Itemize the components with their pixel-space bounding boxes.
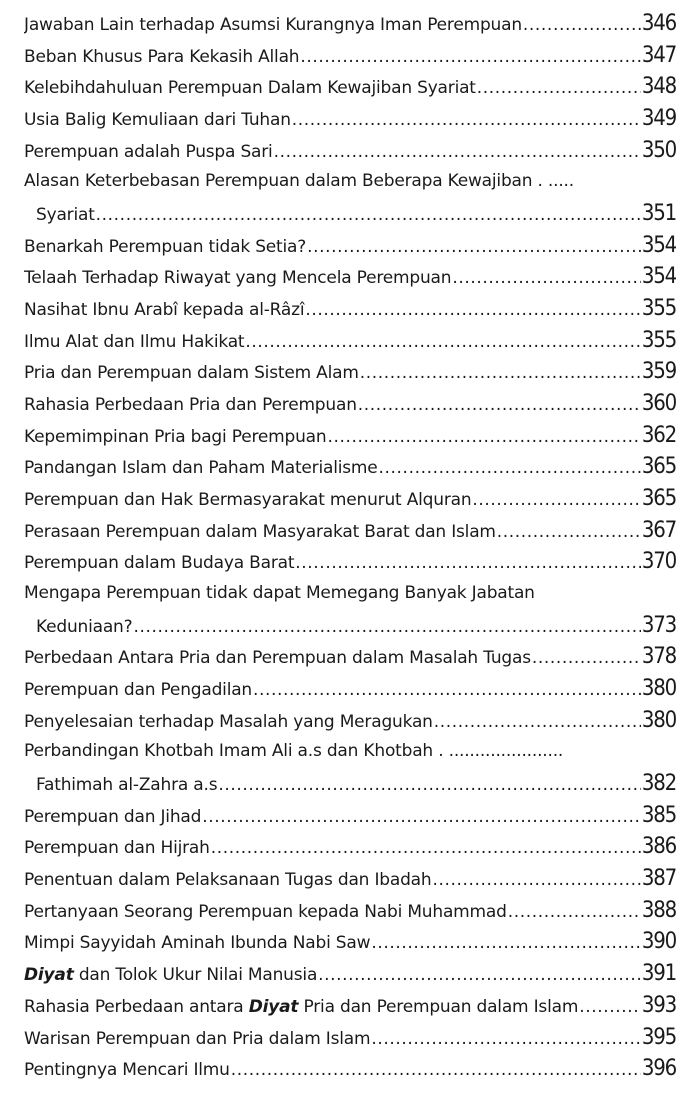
toc-entry-page: 373 <box>641 612 676 638</box>
toc-entry-title-continued: Fathimah al-Zahra a.s <box>36 775 218 796</box>
dot-leader <box>218 770 640 800</box>
toc-entry <box>24 641 676 673</box>
toc-entry-title: Perempuan dan Pengadilan <box>24 680 253 701</box>
toc-entry-title: Perempuan dan Hijrah <box>24 838 210 859</box>
dot-leader <box>508 897 641 927</box>
toc-entry-page: 395 <box>641 1024 676 1050</box>
toc-entry-title: Pertanyaan Seorang Perempuan kepada Nabi Muhammad <box>24 901 507 922</box>
toc-entry-first-line <box>24 578 676 610</box>
toc-entry-page: 359 <box>641 359 676 385</box>
dot-leader <box>318 960 641 990</box>
toc-entry-title-wrap <box>24 992 578 1022</box>
dot-leader <box>371 928 641 958</box>
toc-entry-first-line <box>24 166 676 198</box>
toc-entry-title: Pentingnya Mencari Ilmu <box>24 1060 230 1081</box>
dot-leader <box>202 802 641 832</box>
toc-entry-page: 350 <box>641 137 676 163</box>
toc-entry-page: 351 <box>641 201 676 227</box>
toc-entry-page: 388 <box>641 897 676 923</box>
toc-entry-title: Perempuan adalah Puspa Sari <box>24 141 273 162</box>
toc-entry-title: Pandangan Islam dan Paham Materialisme <box>24 458 378 479</box>
toc-entry <box>24 1022 676 1054</box>
dot-leader <box>358 390 641 420</box>
toc-entry-title: Ilmu Alat dan Ilmu Hakikat <box>24 331 245 352</box>
toc-entry-page: 382 <box>641 771 676 797</box>
toc-entry <box>24 8 676 40</box>
toc-entry <box>24 863 676 895</box>
toc-entry-title-emphasis: Diyat <box>248 996 299 1017</box>
dot-leader <box>96 200 641 230</box>
toc-entry <box>24 103 676 135</box>
toc-entry-page: 360 <box>641 391 676 417</box>
toc-entry <box>24 325 676 357</box>
toc-entry-page: 365 <box>641 486 676 512</box>
toc-entry-page: 354 <box>641 232 676 258</box>
toc-entry-title: Penyelesaian terhadap Masalah yang Meragukan <box>24 711 433 732</box>
dot-leader <box>532 643 641 673</box>
toc-entry-title: Warisan Perempuan dan Pria dalam Islam <box>24 1028 371 1049</box>
toc-entry-title: Jawaban Lain terhadap Asumsi Kurangnya Iman Perempuan <box>24 15 522 35</box>
toc-entry-title: Perbedaan Antara Pria dan Perempuan dalam Masalah Tugas <box>24 648 531 669</box>
toc-entry <box>24 388 676 420</box>
toc-entry-page: 354 <box>641 264 676 290</box>
toc-entry-title: Perempuan dan Hak Bermasyarakat menurut Alquran <box>24 490 472 511</box>
toc-entry-title: Pria dan Perempuan dalam Islam <box>298 996 579 1017</box>
toc-entry-page: 387 <box>641 866 676 892</box>
toc-entry-page: 380 <box>641 707 676 733</box>
dot-leader <box>133 612 640 642</box>
toc-entry <box>24 1053 676 1085</box>
toc-entry <box>24 673 676 705</box>
dot-leader <box>434 707 641 737</box>
dot-leader <box>292 105 641 135</box>
toc-entry-title: Mengapa Perempuan tidak dapat Memegang Banyak Jabatan <box>24 583 535 604</box>
toc-entry-title-emphasis: Diyat <box>24 965 74 986</box>
toc-entry-page: 349 <box>641 106 676 132</box>
toc-entry <box>24 40 676 72</box>
toc-entry-title: Benarkah Perempuan tidak Setia? <box>24 236 307 257</box>
toc-entry <box>24 705 676 737</box>
toc-entry-title: Kelebihdahuluan Perempuan Dalam Kewajiban Syariat <box>24 78 476 99</box>
toc-entry-page: 390 <box>641 929 676 955</box>
toc-entry <box>24 261 676 293</box>
dot-leader <box>253 675 641 705</box>
toc-entry <box>24 420 676 452</box>
toc-entry <box>24 958 676 990</box>
dot-leader <box>300 42 640 72</box>
toc-entry <box>24 800 676 832</box>
dot-leader <box>245 327 640 357</box>
toc-entry-continuation <box>24 198 676 230</box>
toc-entry-title: Kepemimpinan Pria bagi Perempuan <box>24 426 327 447</box>
toc-entry-title: Perbandingan Khotbah Imam Ali a.s dan Khotbah . ...................... <box>24 741 564 762</box>
toc-entry-continuation <box>24 768 676 800</box>
dot-leader <box>379 453 641 483</box>
toc-entry-title-wrap <box>24 960 317 990</box>
toc-entry-page: 346 <box>641 11 676 36</box>
toc-entry-title: Perempuan dalam Budaya Barat <box>24 553 295 574</box>
toc-entry-page: 347 <box>641 42 676 68</box>
toc-entry-first-line <box>24 736 676 768</box>
toc-entry-title: Alasan Keterbebasan Perempuan dalam Beberapa Kewajiban . ..... <box>24 171 574 192</box>
dot-leader <box>497 517 641 547</box>
toc-entry <box>24 546 676 578</box>
toc-entry-page: 391 <box>641 961 676 987</box>
toc-entry <box>24 483 676 515</box>
toc-entry-page: 370 <box>641 549 676 575</box>
toc-entry-page: 367 <box>641 517 676 543</box>
toc-entry <box>24 990 676 1022</box>
toc-entry-page: 386 <box>641 834 676 860</box>
toc-entry-title: Mimpi Sayyidah Aminah Ibunda Nabi Saw <box>24 933 371 954</box>
toc-entry <box>24 926 676 958</box>
toc-entry-page: 393 <box>641 992 676 1018</box>
toc-entry <box>24 451 676 483</box>
toc-entry-page: 348 <box>641 74 676 100</box>
dot-leader <box>295 548 641 578</box>
dot-leader <box>305 295 640 325</box>
toc-entry <box>24 230 676 262</box>
toc-entry-title: Telaah Terhadap Riwayat yang Mencela Perempuan <box>24 268 452 289</box>
dot-leader <box>477 73 641 103</box>
toc-entry <box>24 293 676 325</box>
toc-entry <box>24 515 676 547</box>
toc-entry-page: 362 <box>641 422 676 448</box>
toc-entry-title-start: Rahasia Perbedaan antara <box>24 996 249 1017</box>
toc-entry-page: 378 <box>641 644 676 670</box>
toc-entry-title: Penentuan dalam Pelaksanaan Tugas dan Ibadah <box>24 870 432 891</box>
dot-leader <box>523 10 641 40</box>
dot-leader <box>579 992 641 1022</box>
toc-entry-title: Usia Balig Kemuliaan dari Tuhan <box>24 110 291 131</box>
dot-leader <box>472 485 640 515</box>
dot-leader <box>371 1024 640 1054</box>
toc-entry-title: Rahasia Perbedaan Pria dan Perempuan <box>24 395 357 416</box>
dot-leader <box>360 358 641 388</box>
toc-entry-title: Beban Khusus Para Kekasih Allah <box>24 46 300 67</box>
toc-entry-title: Perasaan Perempuan dalam Masyarakat Barat dan Islam <box>24 521 496 542</box>
toc-entry-continuation <box>24 610 676 642</box>
toc-entry-page: 365 <box>641 454 676 480</box>
toc-entry-title-continued: Syariat <box>36 205 95 226</box>
dot-leader <box>211 833 641 863</box>
dot-leader <box>452 263 640 293</box>
dot-leader <box>432 865 640 895</box>
table-of-contents <box>24 8 676 1085</box>
dot-leader <box>307 232 641 262</box>
toc-entry-page: 396 <box>641 1056 676 1082</box>
toc-entry <box>24 831 676 863</box>
toc-entry-title: Perempuan dan Jihad <box>24 806 202 827</box>
toc-entry-title: Nasihat Ibnu Arabî kepada al-Râzî <box>24 300 305 321</box>
dot-leader <box>274 137 641 167</box>
dot-leader <box>231 1055 641 1085</box>
toc-entry-title: Pria dan Perempuan dalam Sistem Alam <box>24 363 359 384</box>
toc-entry-page: 355 <box>641 296 676 322</box>
toc-entry-title: dan Tolok Ukur Nilai Manusia <box>73 965 318 986</box>
toc-entry <box>24 356 676 388</box>
toc-entry-page: 380 <box>641 676 676 702</box>
toc-entry-title-continued: Keduniaan? <box>36 616 133 637</box>
toc-entry-page: 385 <box>641 802 676 828</box>
toc-entry <box>24 71 676 103</box>
toc-entry <box>24 895 676 927</box>
toc-entry <box>24 135 676 167</box>
dot-leader <box>327 422 640 452</box>
toc-entry-page: 355 <box>641 327 676 353</box>
